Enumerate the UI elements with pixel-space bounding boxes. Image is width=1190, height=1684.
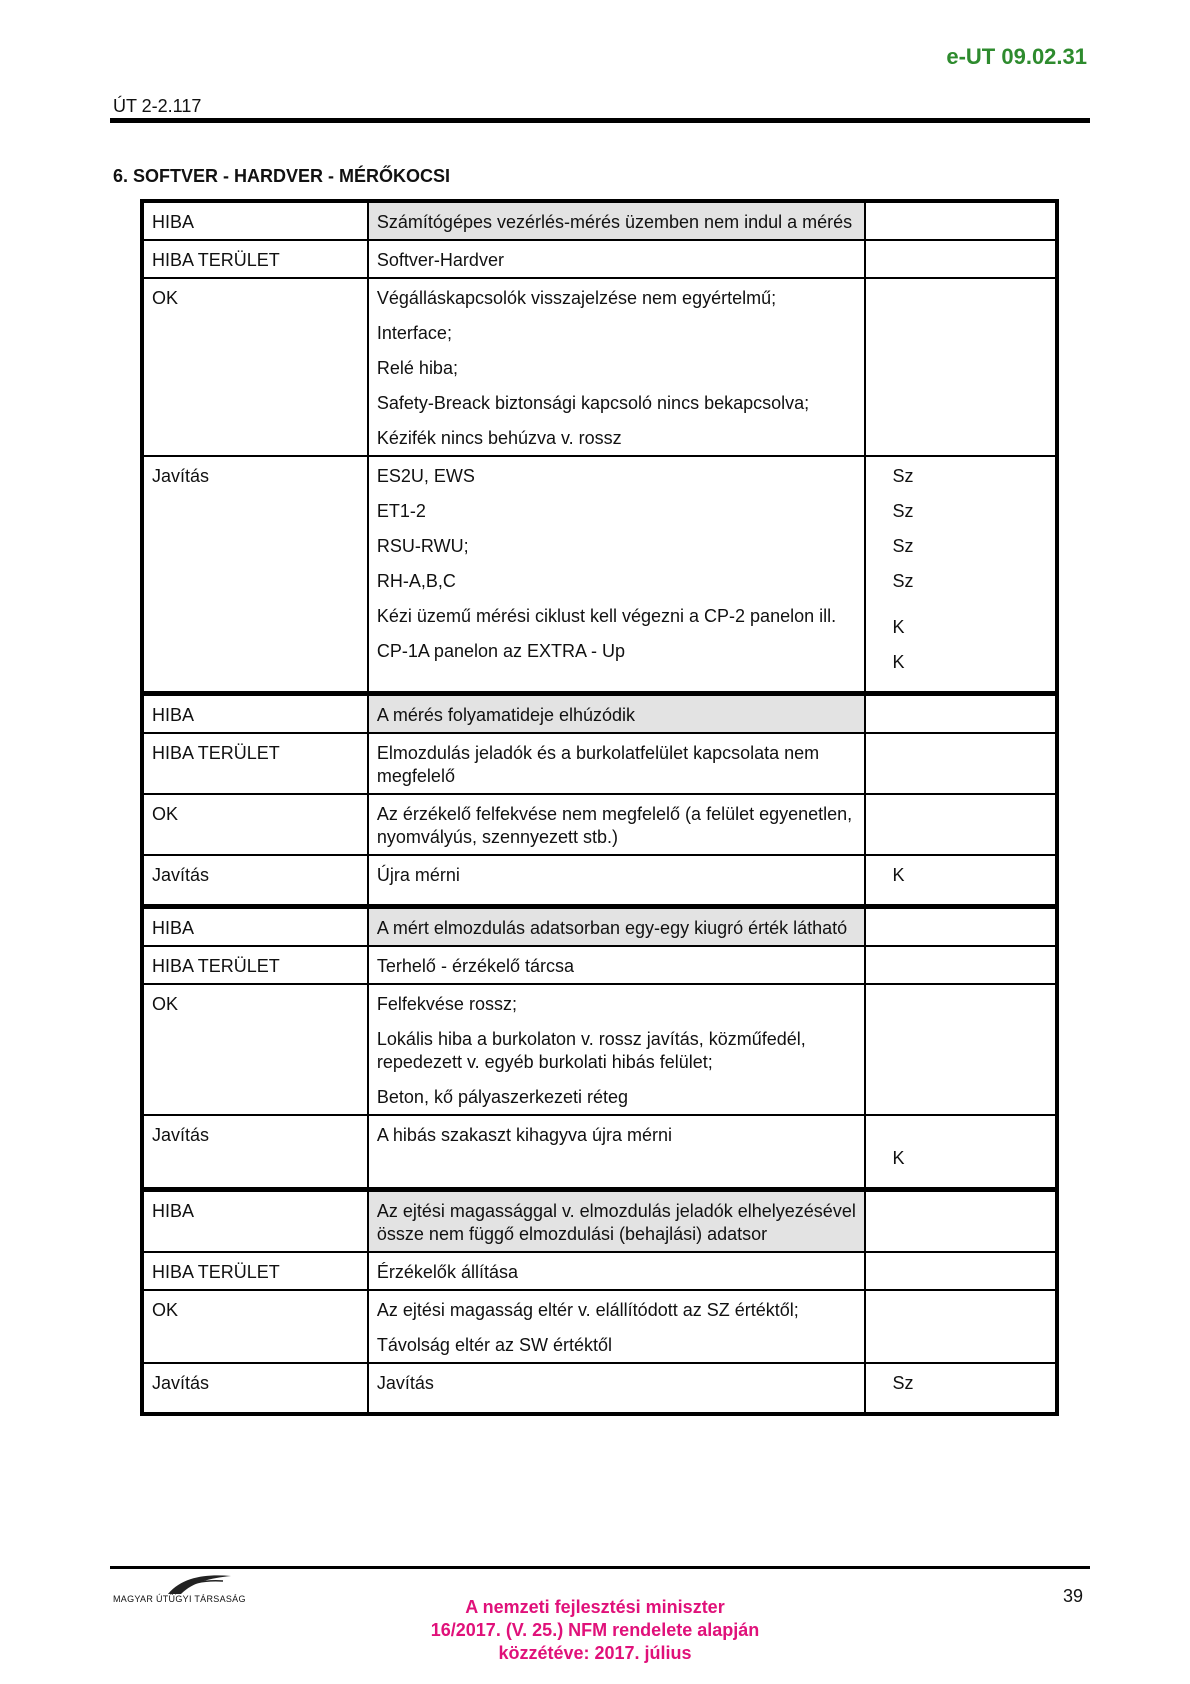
row-line: Kézi üzemű mérési ciklust kell végezni a CP-2 panelon ill. (376, 606, 837, 626)
code-value: Sz (892, 1373, 914, 1393)
footer-divider (110, 1566, 1090, 1569)
document-code: e-UT 09.02.31 (946, 44, 1087, 69)
row-code (865, 201, 1057, 240)
row-content (368, 240, 866, 278)
row-label: OK (142, 794, 368, 855)
row-label: HIBA TERÜLET (142, 240, 368, 278)
publication-note (395, 1596, 795, 1665)
code-value: Sz (892, 571, 914, 591)
row-label: HIBA (142, 694, 368, 734)
row-code (865, 907, 1057, 947)
section-title: 6. SOFTVER - HARDVER - MÉRŐKOCSI (113, 166, 451, 186)
standard-reference: ÚT 2-2.117 (113, 96, 202, 116)
code-value: K (892, 617, 905, 637)
table-row (142, 694, 1057, 734)
row-content (368, 1252, 866, 1290)
row-label: HIBA TERÜLET (142, 733, 368, 794)
row-label: HIBA TERÜLET (142, 1252, 368, 1290)
row-label: Javítás (142, 855, 368, 907)
note-line: A nemzeti fejlesztési miniszter (465, 1597, 725, 1617)
row-content (368, 984, 866, 1115)
row-label: HIBA (142, 1190, 368, 1253)
logo-text: MAGYAR ÚTÜGYI TÁRSASÁG (113, 1594, 246, 1604)
row-code (865, 456, 1057, 694)
code-value: Sz (892, 466, 914, 486)
table-row (142, 1190, 1057, 1253)
table-row (142, 794, 1057, 855)
row-line: ET1-2 (376, 501, 426, 521)
table-row (142, 1290, 1057, 1363)
row-line: Kézifék nincs behúzva v. rossz (376, 428, 622, 448)
row-content (368, 456, 866, 694)
row-code (865, 1290, 1057, 1363)
header-divider (110, 118, 1090, 123)
row-line: Terhelő - érzékelő tárcsa (376, 956, 574, 976)
note-line: 16/2017. (V. 25.) NFM rendelete alapján (430, 1620, 760, 1640)
row-code (865, 794, 1057, 855)
code-value: K (892, 1148, 905, 1168)
table-row (142, 278, 1057, 456)
table-row (142, 984, 1057, 1115)
row-label: Javítás (142, 456, 368, 694)
row-code (865, 278, 1057, 456)
row-content (368, 201, 866, 240)
row-content (368, 907, 866, 947)
table-row (142, 907, 1057, 947)
row-line: Javítás (376, 1373, 434, 1393)
row-code (865, 1363, 1057, 1414)
code-value: Sz (892, 501, 914, 521)
row-line: Érzékelők állítása (376, 1262, 518, 1282)
row-label: OK (142, 1290, 368, 1363)
row-content (368, 855, 866, 907)
row-code (865, 946, 1057, 984)
fault-table (140, 199, 1059, 1416)
table-row (142, 201, 1057, 240)
code-value: K (892, 865, 905, 885)
row-content (368, 1115, 866, 1190)
row-label: HIBA TERÜLET (142, 946, 368, 984)
row-code (865, 733, 1057, 794)
row-code (865, 1190, 1057, 1253)
row-line: Újra mérni (376, 865, 460, 885)
row-content (368, 733, 866, 794)
row-line: Beton, kő pályaszerkezeti réteg (376, 1087, 629, 1107)
row-line: Lokális hiba a burkolaton v. rossz javítás, közműfedél, repedezett v. egyéb burkolati hibás felület; (376, 1029, 806, 1072)
row-content (368, 278, 866, 456)
table-row (142, 240, 1057, 278)
row-line: A hibás szakaszt kihagyva újra mérni (376, 1125, 673, 1145)
table-row (142, 456, 1057, 694)
row-line: Interface; (376, 323, 452, 343)
row-line: Az ejtési magasság eltér v. elállítódott az SZ értéktől; (376, 1300, 799, 1320)
row-code (865, 1252, 1057, 1290)
row-line: Végálláskapcsolók visszajelzése nem egyértelmű; (376, 288, 777, 308)
row-label: HIBA (142, 907, 368, 947)
row-line: Relé hiba; (376, 358, 458, 378)
note-line: közzétéve: 2017. július (498, 1643, 692, 1663)
row-label: HIBA (142, 201, 368, 240)
row-code (865, 1115, 1057, 1190)
row-line: A mérés folyamatideje elhúzódik (376, 705, 636, 725)
row-line: Az érzékelő felfekvése nem megfelelő (a felület egyenetlen, nyomvályús, szennyezett stb.) (376, 804, 853, 847)
row-content (368, 1290, 866, 1363)
row-line: Felfekvése rossz; (376, 994, 517, 1014)
row-label: Javítás (142, 1115, 368, 1190)
page-number: 39 (1062, 1586, 1083, 1606)
row-line: A mért elmozdulás adatsorban egy-egy kiugró érték látható (376, 918, 848, 938)
row-line: Softver-Hardver (376, 250, 504, 270)
row-line: RSU-RWU; (376, 536, 469, 556)
row-line: ES2U, EWS (376, 466, 475, 486)
row-line: Elmozdulás jeladók és a burkolatfelület kapcsolata nem megfelelő (376, 743, 820, 786)
society-logo (113, 1572, 263, 1606)
row-code (865, 240, 1057, 278)
row-line: Távolság eltér az SW értéktől (376, 1335, 612, 1355)
row-line: Safety-Breack biztonsági kapcsoló nincs bekapcsolva; (376, 393, 810, 413)
code-value: K (892, 652, 905, 672)
code-value: Sz (892, 536, 914, 556)
row-code (865, 984, 1057, 1115)
row-label: Javítás (142, 1363, 368, 1414)
row-label: OK (142, 278, 368, 456)
table-row (142, 1115, 1057, 1190)
table-row (142, 1363, 1057, 1414)
row-label: OK (142, 984, 368, 1115)
table-row (142, 733, 1057, 794)
row-content (368, 946, 866, 984)
row-content (368, 1190, 866, 1253)
table-row (142, 1252, 1057, 1290)
row-content (368, 694, 866, 734)
row-content (368, 794, 866, 855)
row-code (865, 855, 1057, 907)
row-line: RH-A,B,C (376, 571, 456, 591)
row-line: Számítógépes vezérlés-mérés üzemben nem indul a mérés (376, 212, 853, 232)
row-line: CP-1A panelon az EXTRA - Up (376, 641, 626, 661)
row-code (865, 694, 1057, 734)
table-row (142, 946, 1057, 984)
row-content (368, 1363, 866, 1414)
row-line: Az ejtési magassággal v. elmozdulás jeladók elhelyezésével össze nem függő elmozdulási (behajlási) adatsor (376, 1201, 856, 1244)
table-row (142, 855, 1057, 907)
